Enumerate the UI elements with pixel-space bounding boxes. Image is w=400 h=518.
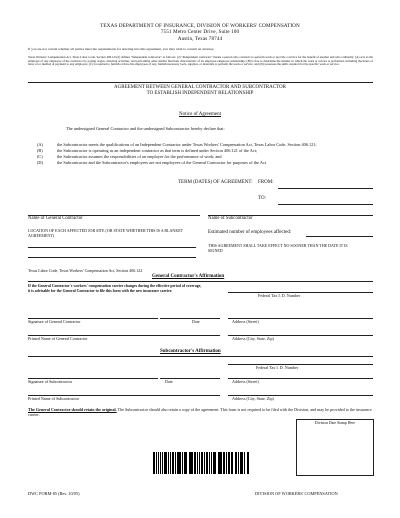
barcode-bar xyxy=(231,452,232,474)
sub-tax-id-label: Federal Tax I. D. Number xyxy=(256,365,299,370)
item-letter: (B) xyxy=(37,148,43,153)
header-line-3: Austin, Texas 78744 xyxy=(177,35,223,42)
title-line-2: TO ESTABLISH INDEPENDENT RELATIONSHIP xyxy=(146,91,254,96)
barcode-bar xyxy=(201,452,203,474)
gc-signature-label: Signature of General Contractor xyxy=(28,319,81,324)
sub-tax-id-field[interactable] xyxy=(228,364,373,365)
barcode-bar xyxy=(178,452,179,474)
term-from-label: FROM: xyxy=(258,180,274,185)
barcode-bar xyxy=(209,452,210,474)
job-site-line-2[interactable] xyxy=(28,257,196,258)
labor-code-citation: Texas Labor Code, Texas Workers' Compensation Act, Section 406.122 xyxy=(28,268,143,273)
barcode-bar xyxy=(219,452,220,474)
barcode-bar xyxy=(175,452,176,474)
item-text: the Subcontractor meets the qualifications of an Independent Contractor under Texas Workers' Compensation Act, Texas Labor Code, Section 406.121; xyxy=(57,142,317,147)
item-letter: (D) xyxy=(37,160,43,165)
declaration-item xyxy=(37,148,382,153)
sub-date-label: Date xyxy=(165,379,173,384)
term-label: TERM (DATES) OF AGREEMENT: xyxy=(178,180,253,185)
gc-tax-id-label: Federal Tax I. D. Number xyxy=(258,293,301,298)
barcode-bar xyxy=(179,452,180,474)
item-text: the Subcontractor is operating as an independent contractor as that term is defined under Section 406.121 of the Act; xyxy=(57,148,258,153)
employees-affected-label: Estimated number of employees affected: xyxy=(208,230,292,235)
job-site-line-1[interactable] xyxy=(28,247,196,248)
division-footer: DIVISION OF WORKERS' COMPENSATION xyxy=(255,491,338,496)
intro-note: If you are not certain whether all parties meet the requirements for entering into this agreement, you may wish to consult an attorney. xyxy=(28,47,215,51)
declaration-text: The undersigned General Contractor and the undersigned Subcontractor hereby declare that: xyxy=(66,126,225,131)
barcode-bar xyxy=(168,452,169,474)
form-title xyxy=(0,85,400,97)
form-number: DWC FORM-85 (Rev. 10/05) xyxy=(28,491,80,496)
sub-printed-name-label: Printed Name of Subcontractor xyxy=(28,396,80,401)
barcode-bar xyxy=(242,452,243,474)
barcode-bar xyxy=(166,452,167,474)
gc-date-label: Date xyxy=(192,319,200,324)
gc-printed-name-label: Printed Name of General Contractor xyxy=(28,336,88,341)
retention-note-emphasis: The General Contractor should retain the original. xyxy=(28,407,117,412)
general-contractor-name-label: Name of General Contractor xyxy=(28,216,83,221)
item-letter: (C) xyxy=(37,154,43,159)
item-letter: (A) xyxy=(37,142,43,147)
item-text: the Subcontractor assumes the responsibilities of an employer for the performance of work; and xyxy=(57,154,222,159)
barcode-bar xyxy=(238,452,239,474)
declaration-item xyxy=(37,154,382,159)
barcode-bar xyxy=(154,452,155,474)
barcode-bar xyxy=(207,452,208,474)
notice-heading: Notice of Agreement xyxy=(179,112,221,117)
gc-carrier-instruction: If the General Contractor's workers' compensation carrier changes during the effective period of coverage, it is advisable for the General Contractor to file this form with the new insurance carrier. xyxy=(28,284,202,293)
barcode-bar xyxy=(160,452,162,474)
sub-address-street-label: Address (Street) xyxy=(232,379,259,384)
date-stamp-label: Division Date Stamp Here xyxy=(314,420,356,425)
barcode-bar xyxy=(191,452,192,474)
barcode-bar xyxy=(204,452,205,474)
employees-affected-field[interactable] xyxy=(306,236,373,237)
barcode-bar xyxy=(232,452,233,474)
sub-signature-label: Signature of Subcontractor xyxy=(28,379,73,384)
sub-section-divider xyxy=(28,356,373,357)
agency-header xyxy=(0,23,400,42)
barcode-bar xyxy=(220,452,221,474)
declaration-item xyxy=(37,160,382,165)
term-to-field[interactable] xyxy=(278,204,373,205)
header-line-1: TEXAS DEPARTMENT OF INSURANCE, DIVISION OF WORKERS' COMPENSATION xyxy=(100,23,300,29)
barcode xyxy=(153,452,251,474)
gc-address-street-label: Address (Street) xyxy=(232,319,259,324)
barcode-bar xyxy=(248,452,249,474)
retention-note xyxy=(28,407,378,417)
effective-date-note: THIS AGREEMENT SHALL TAKE EFFECT NO SOONER THAN THE DATE IT IS SIGNED xyxy=(208,243,348,253)
gc-section-divider xyxy=(28,281,373,282)
barcode-bar xyxy=(185,452,187,474)
barcode-bar xyxy=(224,452,225,474)
item-text: the Subcontractor and the Subcontractor's employees are not employees of the General Contractor for purposes of the Act. xyxy=(57,160,268,165)
barcode-bar xyxy=(156,452,157,474)
declaration-list xyxy=(37,142,382,165)
gc-address-city-label: Address (City, State, Zip) xyxy=(232,336,274,341)
gc-affirmation-heading: General Contractor's Affirmation xyxy=(152,274,225,279)
declaration-item xyxy=(37,142,382,147)
term-to-label: TO: xyxy=(258,196,266,201)
header-divider xyxy=(28,82,373,83)
retention-note-rest: The Subcontractor should also retain a copy of the agreement. This form is not required to be filed with the Division, and may be provided to the insurance carrier. xyxy=(28,407,372,417)
barcode-bar xyxy=(162,452,163,474)
title-line-1: AGREEMENT BETWEEN GENERAL CONTRACTOR AND SUBCONTRACTOR xyxy=(114,85,286,90)
barcode-bar xyxy=(214,452,216,474)
gc-tax-id-field[interactable] xyxy=(228,292,373,293)
barcode-bar xyxy=(236,452,237,474)
date-stamp-box xyxy=(296,419,374,476)
gc-date-field[interactable] xyxy=(160,318,220,319)
sub-address-city-label: Address (City, State, Zip) xyxy=(232,396,274,401)
job-site-location-label: LOCATION OF EACH AFFECTED JOB SITE (OR STATE WHETHER THIS IS A BLANKET AGREEMENT) xyxy=(28,228,184,238)
sub-affirmation-heading: Subcontractor's Affirmation xyxy=(160,349,221,354)
barcode-bar xyxy=(190,452,191,474)
barcode-bar xyxy=(213,452,214,474)
term-from-field[interactable] xyxy=(278,188,373,189)
barcode-bar xyxy=(244,452,245,474)
barcode-bar xyxy=(172,452,174,474)
header-line-2: 7551 Metro Center Drive, Suite 100 xyxy=(160,29,240,36)
subcontractor-name-label: Name of Subcontractor xyxy=(208,216,253,221)
barcode-bar xyxy=(184,452,185,474)
barcode-bar xyxy=(226,452,227,474)
barcode-bar xyxy=(195,452,196,474)
legal-definition-text: Texas Workers' Compensation Act, Texas Labor Code, Section 406.121(2) defines "independent contractor" as follows: (2) "Independent contractor" means a person who contracts to perform work or provide a service for the benefit of another and who ordinarily: (A) acts as the employer of any employee of the contractor by paying wages, directing activities, and performing other similar functions characteristic of an employer-employee relationship; (B) is free to determine the manner in which the work or service is performed, including the hours of labor of or method of payment to any employee; (C) is required to furnish or have his employees, if any, furnish necessary tools, supplies, or materials to perform the work or service; and (D) possesses the skills required for the specific work or service. xyxy=(28,55,373,67)
barcode-bar xyxy=(197,452,198,474)
